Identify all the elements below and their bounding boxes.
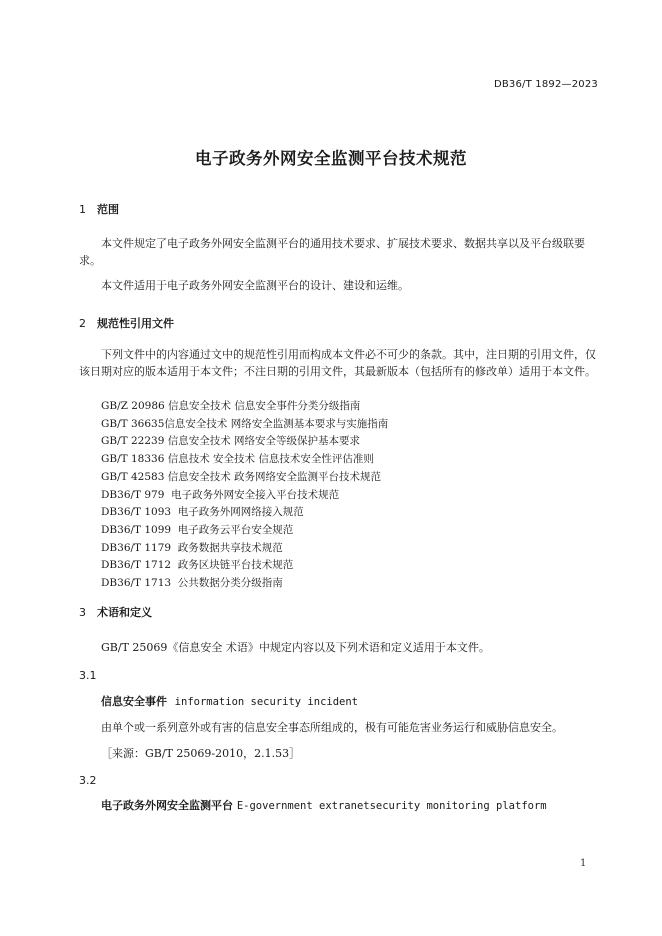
term-3-2-heading bbox=[101, 797, 547, 813]
section-1-paragraph-2: 本文件适用于电子政务外网安全监测平台的设计、建设和运维。 bbox=[101, 279, 409, 292]
term-3-2-english: E-government extranetsecurity monitoring platform bbox=[236, 800, 547, 812]
term-3-1-source: ［来源：GB/T 25069-2010，2.1.53］ bbox=[101, 747, 301, 760]
reference-item: GB/T 42583 信息安全技术 政务网络安全监测平台技术规范 bbox=[101, 470, 382, 483]
reference-item: DB36/T 1099 电子政务云平台安全规范 bbox=[101, 523, 294, 536]
page-number: 1 bbox=[580, 858, 587, 869]
section-3-intro: GB/T 25069《信息安全 术语》中规定内容以及下列术语和定义适用于本文件。 bbox=[101, 641, 490, 654]
section-2-intro: 下列文件中的内容通过文中的规范性引用而构成本文件必不可少的条款。其中，注日期的引用文件，仅该日期对应的版本适用于本文件；不注日期的引用文件，其最新版本（包括所有的修改单）适用于本文件。 bbox=[79, 348, 596, 378]
section-2-number: 2 bbox=[79, 317, 86, 330]
reference-item: DB36/T 979 电子政务外网安全接入平台技术规范 bbox=[101, 488, 340, 501]
term-3-2-chinese: 电子政务外网安全监测平台 bbox=[101, 799, 233, 812]
section-1-number: 1 bbox=[79, 203, 86, 216]
reference-item: DB36/T 1093 电子政务外网网络接入规范 bbox=[101, 506, 304, 519]
document-code: DB36/T 1892—2023 bbox=[493, 79, 598, 90]
reference-item: DB36/T 1179 政务数据共享技术规范 bbox=[101, 541, 283, 554]
section-1-title: 范围 bbox=[97, 203, 119, 216]
section-2-heading bbox=[79, 315, 174, 331]
reference-item: GB/T 22239 信息安全技术 网络安全等级保护基本要求 bbox=[101, 435, 361, 448]
document-title: 电子政务外网安全监测平台技术规范 bbox=[195, 149, 467, 168]
term-3-2-number: 3.2 bbox=[79, 774, 97, 787]
reference-item: DB36/T 1712 政务区块链平台技术规范 bbox=[101, 559, 294, 572]
section-1-paragraph-1: 本文件规定了电子政务外网安全监测平台的通用技术要求、扩展技术要求、数据共享以及平台级联要求。 bbox=[79, 237, 585, 267]
term-3-1-heading bbox=[101, 693, 358, 709]
section-1-heading bbox=[79, 201, 119, 217]
term-3-1-definition: 由单个或一系列意外或有害的信息安全事态所组成的，极有可能危害业务运行和威胁信息安全。 bbox=[101, 721, 563, 734]
reference-item: GB/T 18336 信息技术 安全技术 信息技术安全性评估准则 bbox=[101, 453, 374, 466]
term-3-1-english: information security incident bbox=[174, 696, 358, 708]
section-2-title: 规范性引用文件 bbox=[97, 317, 174, 330]
reference-item: GB/T 36635信息安全技术 网络安全监测基本要求与实施指南 bbox=[101, 417, 389, 430]
term-3-1-number: 3.1 bbox=[79, 669, 97, 682]
section-3-heading bbox=[79, 604, 152, 620]
reference-item: DB36/T 1713 公共数据分类分级指南 bbox=[101, 577, 283, 590]
reference-item: GB/Z 20986 信息安全技术 信息安全事件分类分级指南 bbox=[101, 400, 361, 412]
section-3-number: 3 bbox=[79, 606, 86, 619]
section-3-title: 术语和定义 bbox=[97, 606, 152, 619]
normative-references-list bbox=[101, 398, 388, 593]
term-3-1-chinese: 信息安全事件 bbox=[101, 695, 167, 708]
